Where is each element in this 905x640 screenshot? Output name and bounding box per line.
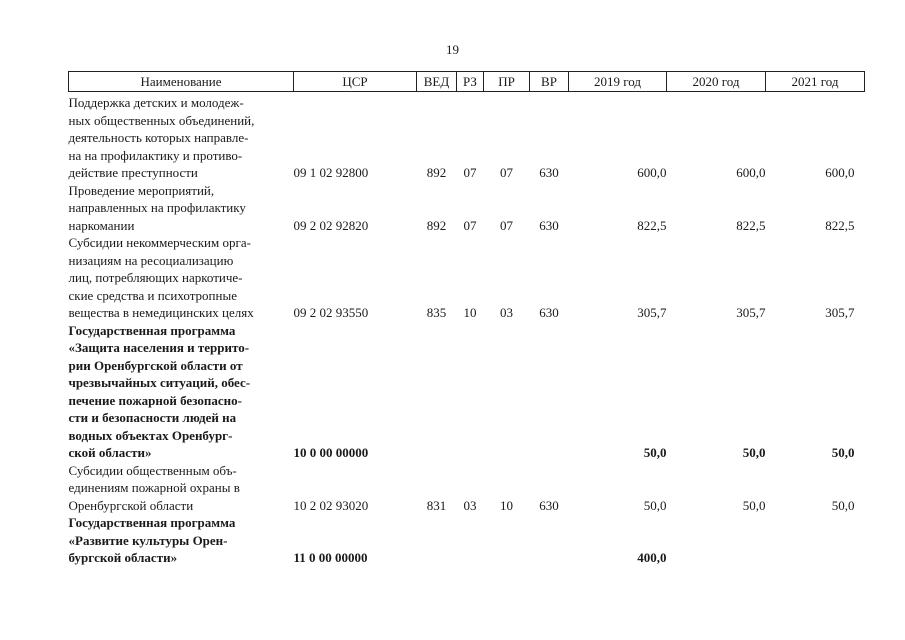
row-name-line: ных общественных объединений,: [68, 112, 255, 128]
row-2021: 600,0: [825, 165, 855, 180]
row-2021: [766, 514, 865, 567]
header-ved: ВЕД: [417, 72, 457, 92]
header-pr: ПР: [484, 72, 530, 92]
row-rz: [457, 514, 484, 567]
row-rz: 03: [463, 497, 477, 513]
row-name-line: сти и безопасности людей на: [68, 410, 237, 425]
header-2021: 2021 год: [766, 72, 865, 92]
row-csr: 09 1 02 92800: [293, 165, 369, 180]
row-2020: 600,0: [736, 165, 766, 180]
row-name: [69, 514, 294, 567]
row-name-line: Проведение мероприятий,: [68, 182, 215, 198]
row-2019: 50,0: [643, 497, 667, 513]
row-name: [69, 182, 294, 235]
header-2020: 2020 год: [667, 72, 766, 92]
row-2021: 822,5: [825, 217, 855, 233]
row-name-line: ские средства и психотропные: [68, 287, 237, 303]
row-csr: 09 2 02 93550: [293, 305, 369, 320]
row-name-line: Поддержка детских и молодеж-: [68, 95, 244, 110]
row-name-line: на на профилактику и противо-: [68, 147, 243, 163]
header-name: Наименование: [69, 72, 294, 92]
row-vr: 630: [539, 217, 559, 233]
row-name: [69, 92, 294, 182]
row-vr: [530, 514, 569, 567]
row-name-line: водных объектах Оренбург-: [68, 427, 233, 443]
table-row: [69, 322, 865, 462]
row-2021: 50,0: [831, 497, 855, 513]
row-vr: 630: [539, 165, 559, 180]
row-name-line: наркомании: [68, 217, 135, 233]
row-ved: [417, 514, 457, 567]
row-rz: [457, 322, 484, 462]
row-name-line: «Защита населения и террито-: [68, 340, 250, 355]
table-row: [69, 92, 865, 182]
row-2021: 305,7: [825, 305, 855, 320]
row-2020: [667, 514, 766, 567]
row-2020: 50,0: [742, 497, 766, 513]
row-2021: 50,0: [831, 445, 855, 460]
header-vr: ВР: [530, 72, 569, 92]
table-row: [69, 234, 865, 322]
table-row: [69, 462, 865, 515]
row-vr: 630: [539, 305, 559, 320]
row-pr: [484, 322, 530, 462]
row-csr: 10 2 02 93020: [293, 497, 369, 513]
row-2019: 400,0: [637, 550, 667, 565]
row-csr: 10 0 00 00000: [293, 445, 369, 460]
row-vr: [530, 322, 569, 462]
row-pr: 03: [500, 305, 513, 320]
row-name-line: Субсидии общественным объ-: [68, 462, 237, 478]
row-name: [69, 462, 294, 515]
table-row: [69, 182, 865, 235]
row-2019: 822,5: [637, 217, 667, 233]
row-csr: 09 2 02 92820: [293, 217, 369, 233]
row-name-line: деятельность которых направле-: [68, 130, 249, 145]
row-ved: 831: [426, 497, 447, 513]
row-2020: 822,5: [736, 217, 766, 233]
row-name-line: вещества в немедицинских целях: [68, 305, 254, 320]
row-pr: [484, 514, 530, 567]
row-2019: 305,7: [637, 305, 667, 320]
row-2020: 50,0: [742, 445, 766, 460]
row-name-line: ской области»: [68, 445, 152, 460]
row-name-line: «Развитие культуры Орен-: [68, 532, 228, 548]
header-rz: РЗ: [457, 72, 484, 92]
row-rz: 07: [463, 217, 477, 233]
row-pr: 10: [500, 497, 513, 513]
row-name-line: Оренбургской области: [68, 497, 194, 513]
row-name-line: Субсидии некоммерческим орга-: [68, 235, 251, 250]
page-number: 19: [446, 42, 459, 57]
row-name: [69, 322, 294, 462]
row-name: [69, 234, 294, 322]
row-ved: [417, 322, 457, 462]
header-2019: 2019 год: [569, 72, 667, 92]
row-ved: 892: [426, 217, 447, 233]
header-row: [69, 72, 865, 92]
row-name-line: низациям на ресоциализацию: [68, 252, 234, 268]
row-csr: 11 0 00 00000: [293, 550, 368, 565]
row-2019: 50,0: [643, 445, 667, 460]
row-rz: 10: [463, 305, 477, 320]
row-name-line: Государственная программа: [68, 515, 236, 530]
budget-table: [68, 71, 865, 567]
header-csr: ЦСР: [294, 72, 417, 92]
row-pr: 07: [500, 165, 513, 180]
row-vr: 630: [539, 497, 559, 513]
row-name-line: бургской области»: [68, 550, 178, 565]
row-rz: 07: [463, 165, 477, 180]
row-name-line: действие преступности: [68, 165, 198, 180]
row-name-line: Государственная программа: [68, 322, 236, 338]
row-name-line: печение пожарной безопасно-: [68, 392, 242, 408]
row-name-line: направленных на профилактику: [68, 200, 246, 215]
row-name-line: лиц, потребляющих наркотиче-: [68, 270, 243, 285]
row-pr: 07: [500, 217, 513, 233]
row-ved: 835: [426, 305, 447, 320]
row-name-line: рии Оренбургской области от: [68, 357, 243, 373]
table-row: [69, 514, 865, 567]
row-name-line: единениям пожарной охраны в: [68, 480, 240, 495]
row-2019: 600,0: [637, 165, 667, 180]
row-ved: 892: [426, 165, 447, 180]
row-name-line: чрезвычайных ситуаций, обес-: [68, 375, 251, 390]
row-2020: 305,7: [736, 305, 766, 320]
